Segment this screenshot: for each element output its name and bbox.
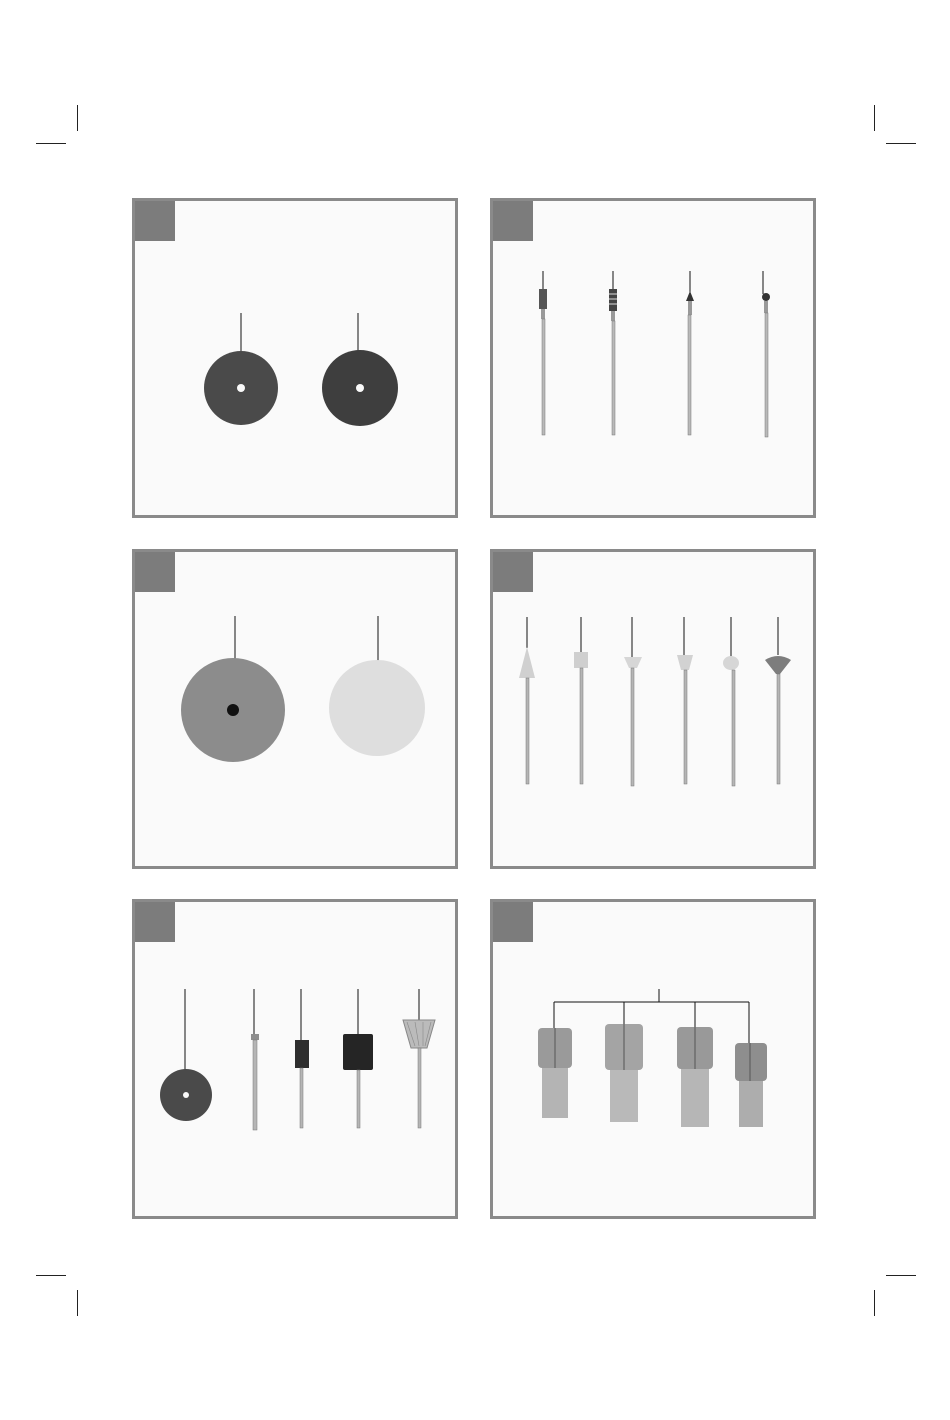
- sanding-drum-icon: [343, 1034, 373, 1128]
- sanding-drum-icon: [295, 1040, 309, 1128]
- cutting-disc-icon: [160, 1069, 212, 1121]
- felt-disc-icon: [329, 660, 425, 756]
- figure-panel-3: [132, 549, 458, 869]
- grinding-stone-icon: [765, 656, 791, 784]
- mixed-accessories-illustration: [135, 902, 455, 1216]
- crop-mark: [886, 1275, 916, 1276]
- mandrel-icon: [251, 1034, 259, 1130]
- collets-illustration: [493, 902, 813, 1216]
- felt-discs-illustration: [135, 552, 455, 866]
- collet-icon: [538, 1028, 572, 1118]
- milling-bit-icon: [762, 293, 770, 437]
- crop-mark: [874, 105, 875, 131]
- crop-mark: [36, 1275, 66, 1276]
- milling-bit-icon: [686, 291, 694, 435]
- milling-bit-icon: [609, 289, 617, 435]
- collet-icon: [677, 1027, 713, 1127]
- figure-panel-2: [490, 198, 816, 518]
- milling-bit-icon: [539, 289, 547, 435]
- crop-mark: [874, 1290, 875, 1316]
- crop-mark: [36, 143, 66, 144]
- figure-panel-4: [490, 549, 816, 869]
- collet-icon: [605, 1024, 643, 1122]
- crop-mark: [886, 143, 916, 144]
- collet-icon: [735, 1043, 767, 1127]
- grinding-stone-icon: [574, 652, 588, 784]
- crop-mark: [77, 1290, 78, 1316]
- grinding-stone-icon: [677, 655, 693, 784]
- figure-panel-1: [132, 198, 458, 518]
- cutting-discs-illustration: [135, 201, 455, 515]
- crop-mark: [77, 105, 78, 131]
- figure-panel-5: [132, 899, 458, 1219]
- grinding-stone-icon: [624, 657, 642, 786]
- wire-brush-icon: [403, 1020, 435, 1128]
- figure-panel-6: [490, 899, 816, 1219]
- grinding-stone-icon: [519, 647, 535, 784]
- grinding-stones-illustration: [493, 552, 813, 866]
- milling-bits-illustration: [493, 201, 813, 515]
- grinding-stone-icon: [723, 656, 739, 786]
